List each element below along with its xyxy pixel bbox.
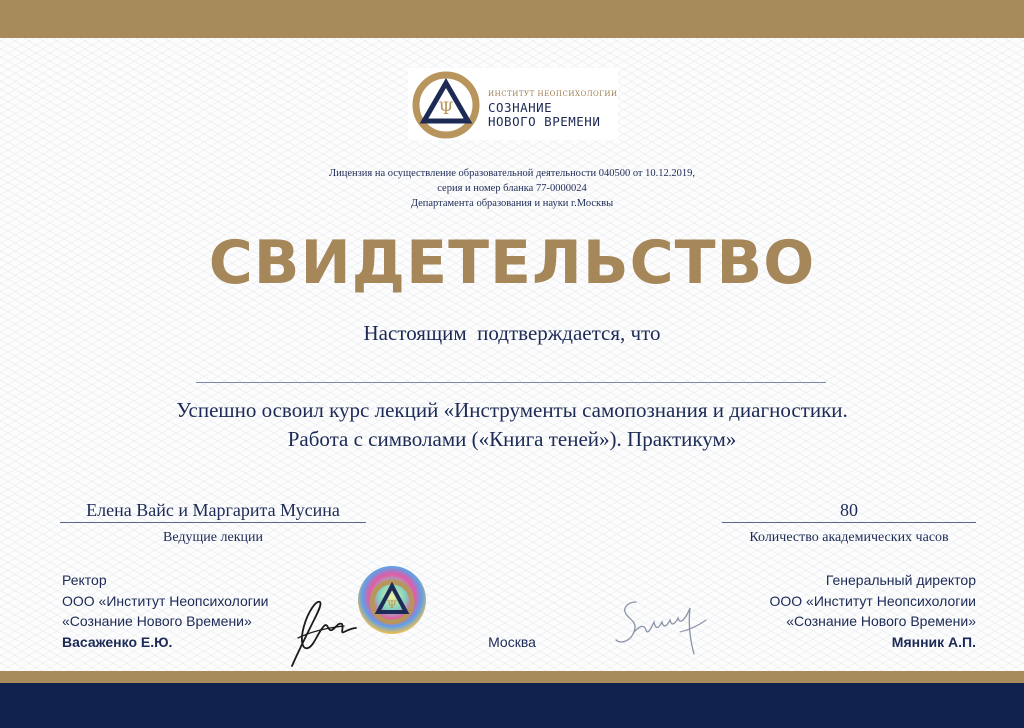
city-label: Москва [488, 634, 536, 650]
logo-text-line1: СОЗНАНИЕ [488, 100, 553, 115]
license-info [262, 166, 762, 211]
director-org-line: «Сознание Нового Времени» [786, 613, 976, 629]
course-line: Работа с символами («Книга теней»). Практикум» [287, 427, 737, 451]
director-signature-icon [610, 596, 710, 660]
director-org-line: ООО «Институт Неопсихологии [769, 592, 976, 609]
recipient-name-line [196, 382, 826, 383]
hours-caption: Количество академических часов [749, 530, 949, 545]
lecturers-names: Елена Вайс и Маргарита Мусина [60, 500, 366, 523]
director-role: Генеральный директор [825, 572, 976, 588]
course-line: Успешно освоил курс лекций «Инструменты самопознания и диагностики. [176, 398, 848, 422]
rector-role: Ректор [62, 572, 107, 588]
license-line: серия и номер бланка 77-0000024 [437, 183, 587, 194]
director-name: Мянник А.П. [891, 633, 976, 650]
license-line: Департамента образования и науки г.Москвы [410, 198, 614, 209]
logo-psi: Ψ [438, 99, 454, 119]
logo-text-small: ИНСТИТУТ НЕОПСИХОЛОГИИ [488, 90, 618, 98]
top-gold-band [0, 0, 1024, 38]
rector-signature-icon [278, 592, 360, 670]
hours-value: 80 [722, 500, 976, 523]
seal-psi: Ψ [387, 598, 397, 611]
institute-seal-icon [356, 564, 428, 636]
rector-org-line: «Сознание Нового Времени» [62, 613, 252, 629]
rector-org-line: ООО «Институт Неопсихологии [62, 592, 269, 609]
logo-text-line2: НОВОГО ВРЕМЕНИ [488, 114, 601, 129]
director-signature-block [700, 570, 976, 652]
intro-text: Настоящим подтверждается, что [363, 321, 661, 345]
bottom-gold-band [0, 671, 1024, 683]
license-line: Лицензия на осуществление образовательной деятельности 040500 от 10.12.2019, [328, 168, 696, 179]
rector-name: Васаженко Е.Ю. [62, 633, 173, 650]
course-description [80, 396, 944, 454]
certificate-title: СВИДЕТЕЛЬСТВО [208, 228, 816, 298]
logo-emblem-icon [412, 71, 480, 139]
institute-logo [408, 68, 618, 140]
bottom-navy-band [0, 683, 1024, 728]
lecturers-caption: Ведущие лекции [163, 530, 263, 545]
